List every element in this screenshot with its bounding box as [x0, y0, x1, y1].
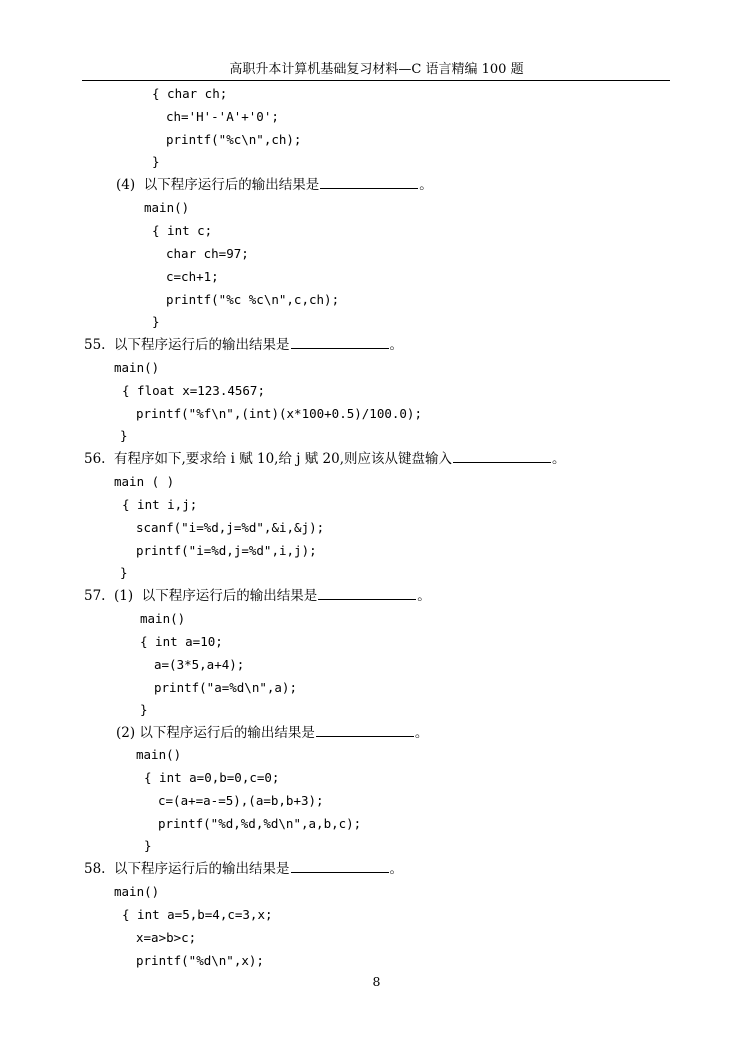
- code-line: c=(a+=a-=5),(a=b,b+3);: [158, 793, 324, 808]
- question-number: 56.: [84, 451, 106, 467]
- question-end: 。: [414, 725, 429, 741]
- question-number: 55.: [84, 337, 106, 353]
- code-line: main(): [136, 747, 182, 762]
- code-line: printf("%d,%d,%d\n",a,b,c);: [158, 816, 362, 831]
- question-number: 57.: [84, 588, 106, 604]
- code-line: }: [152, 154, 160, 169]
- code-line: main(): [144, 200, 190, 215]
- page-header: 高职升本计算机基础复习材料—C 语言精编 100 题: [229, 62, 524, 77]
- question-57-1: [84, 587, 431, 605]
- code-line: { int a=10;: [140, 634, 223, 649]
- code-line: }: [120, 565, 128, 580]
- code-line: { int a=5,b=4,c=3,x;: [122, 907, 273, 922]
- code-line: { float x=123.4567;: [122, 383, 265, 398]
- code-line: printf("%c %c\n",c,ch);: [166, 292, 340, 307]
- answer-blank: [316, 724, 414, 737]
- code-line: char ch=97;: [166, 246, 249, 261]
- code-line: main ( ): [114, 474, 175, 489]
- code-line: x=a>b>c;: [136, 930, 197, 945]
- header-rule: [82, 80, 670, 81]
- question-55: [84, 336, 403, 354]
- answer-blank: [318, 587, 416, 600]
- code-line: }: [120, 428, 128, 443]
- code-line: ch='H'-'A'+'0';: [166, 109, 279, 124]
- code-line: { int c;: [152, 223, 213, 238]
- question-text: (1) 以下程序运行后的输出结果是: [114, 588, 318, 604]
- question-text: (4) 以下程序运行后的输出结果是: [116, 177, 320, 193]
- code-line: scanf("i=%d,j=%d",&i,&j);: [136, 520, 325, 535]
- question-end: 。: [551, 451, 566, 467]
- question-end: 。: [389, 337, 403, 353]
- question-number: 58.: [84, 861, 106, 877]
- code-line: { int i,j;: [122, 497, 198, 512]
- page-number: 8: [372, 974, 381, 989]
- code-line: printf("%d\n",x);: [136, 953, 264, 968]
- code-line: printf("%c\n",ch);: [166, 132, 302, 147]
- code-line: }: [144, 838, 152, 853]
- answer-blank: [291, 860, 389, 873]
- code-line: printf("a=%d\n",a);: [154, 680, 297, 695]
- question-text: (2) 以下程序运行后的输出结果是: [116, 725, 315, 741]
- question-end: 。: [417, 588, 431, 604]
- code-line: }: [140, 702, 148, 717]
- question-text: 以下程序运行后的输出结果是: [114, 861, 290, 877]
- answer-blank: [320, 176, 418, 189]
- code-line: main(): [114, 884, 160, 899]
- question-57-2: [116, 724, 428, 742]
- question-end: 。: [389, 861, 403, 877]
- question-58: [84, 860, 403, 878]
- question-text: 以下程序运行后的输出结果是: [114, 337, 290, 353]
- code-line: { char ch;: [152, 86, 228, 101]
- question-text: 有程序如下,要求给 i 赋 10,给 j 赋 20,则应该从键盘输入: [114, 451, 452, 467]
- answer-blank: [291, 336, 389, 349]
- answer-blank: [453, 450, 551, 463]
- code-line: main(): [114, 360, 160, 375]
- code-line: main(): [140, 611, 186, 626]
- code-line: }: [152, 314, 160, 329]
- question-end: 。: [419, 177, 433, 193]
- question-56: [84, 450, 565, 468]
- question-54-4: [116, 176, 433, 194]
- code-line: a=(3*5,a+4);: [154, 657, 245, 672]
- code-line: { int a=0,b=0,c=0;: [144, 770, 280, 785]
- code-line: printf("%f\n",(int)(x*100+0.5)/100.0);: [136, 406, 422, 421]
- code-line: c=ch+1;: [166, 269, 219, 284]
- code-line: printf("i=%d,j=%d",i,j);: [136, 543, 317, 558]
